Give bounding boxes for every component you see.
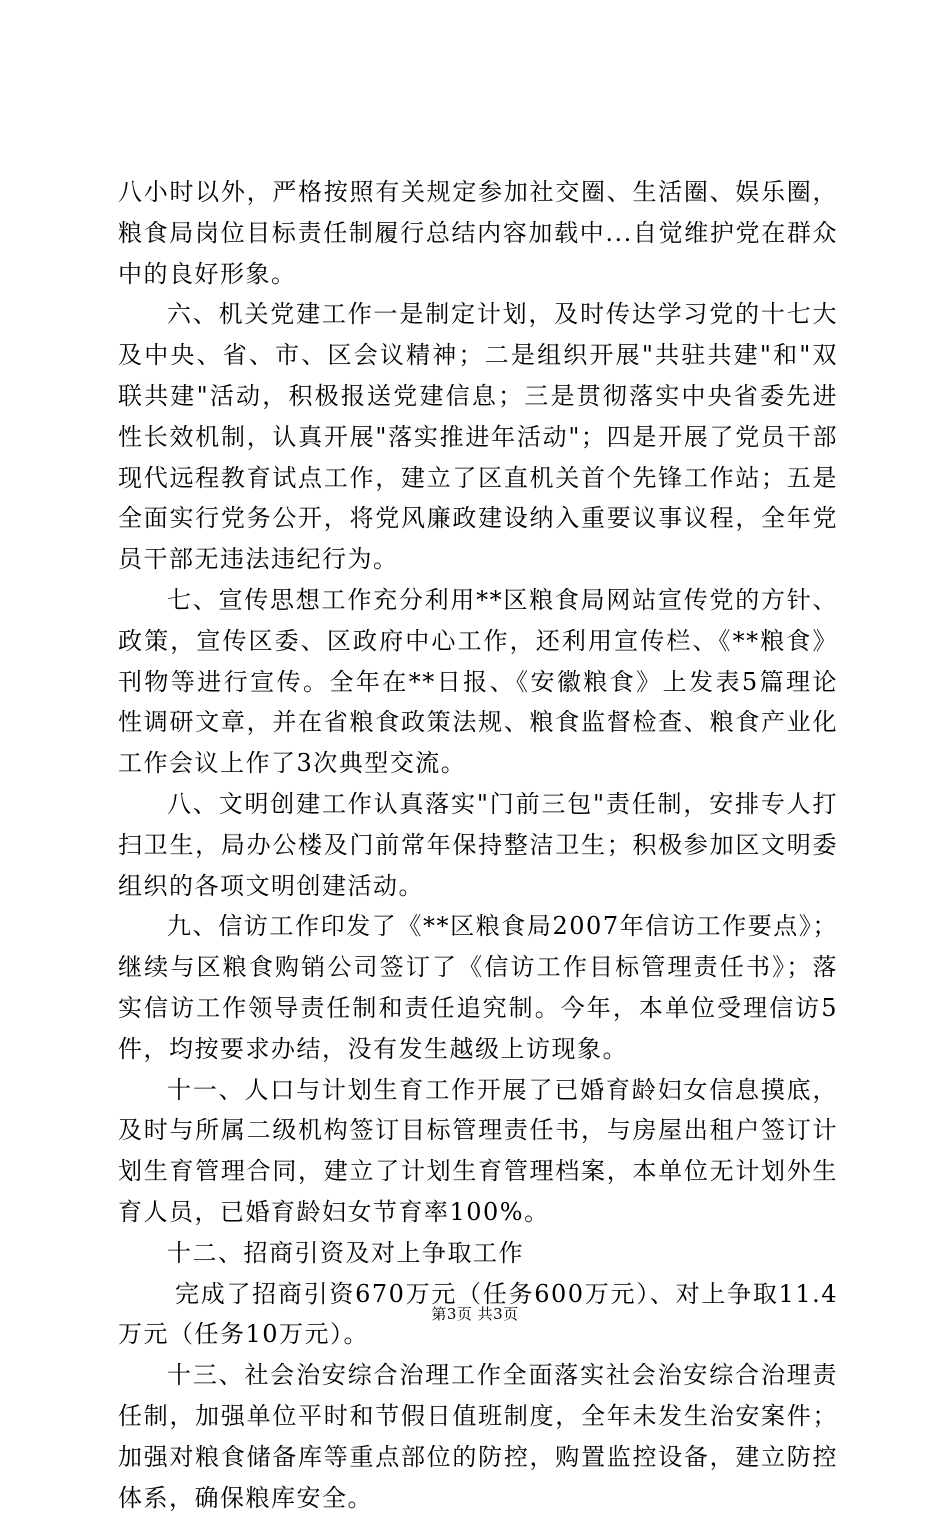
paragraph-petitions: 九、信访工作印发了《**区粮食局2007年信访工作要点》；继续与区粮食购销公司签订了《信访工作目标管理责任书》；落实信访工作领导责任制和责任追究制。今年，本单位受理信访5件，均按要求办结，没有发生越级上访现象。 (118, 912, 838, 1063)
paragraph-party-building: 六、机关党建工作一是制定计划，及时传达学习党的十七大及中央、省、市、区会议精神；二是组织开展"共驻共建"和"双联共建"活动，积极报送党建信息；三是贯彻落实中央省委先进性长效机制，认真开展"落实推进年活动"；四是开展了党员干部现代远程教育试点工作，建立了区直机关首个先锋工作站；五是全面实行党务公开，将党风廉政建设纳入重要议事议程，全年党员干部无违法违纪行为。 (118, 300, 838, 574)
page-footer: 第3页 共3页 (431, 1305, 519, 1323)
paragraph-family-planning: 十一、人口与计划生育工作开展了已婚育龄妇女信息摸底，及时与所属二级机构签订目标管理责任书，与房屋出租户签订计划生育管理合同，建立了计划生育管理档案，本单位无计划外生育人员，已婚育龄妇女节育率100%。 (118, 1075, 838, 1226)
paragraph-civilization: 八、文明创建工作认真落实"门前三包"责任制，安排专人打扫卫生，局办公楼及门前常年保持整洁卫生；积极参加区文明委组织的各项文明创建活动。 (118, 789, 838, 900)
paragraph-investment-detail: 完成了招商引资670万元（任务600万元）、对上争取11.4万元（任务10万元）。 (118, 1279, 838, 1349)
paragraph-publicity: 七、宣传思想工作充分利用**区粮食局网站宣传党的方针、政策，宣传区委、区政府中心工作，还利用宣传栏、《**粮食》刊物等进行宣传。全年在**日报、《安徽粮食》上发表5篇理论性调研文章，并在省粮食政策法规、粮食监督检查、粮食产业化工作会议上作了3次典型交流。 (118, 585, 838, 778)
paragraph-investment-heading: 十二、招商引资及对上争取工作 (167, 1238, 524, 1267)
paragraph-continuation: 八小时以外，严格按照有关规定参加社交圈、生活圈、娱乐圈，粮食局岗位目标责任制履行总结内容加载中...自觉维护党在群众中的良好形象。 (118, 178, 838, 288)
paragraph-public-security: 十三、社会治安综合治理工作全面落实社会治安综合治理责任制，加强单位平时和节假日值班制度，全年未发生治安案件；加强对粮食储备库等重点部位的防控，购置监控设备，建立防控体系，确保粮库安全。 (118, 1361, 838, 1512)
